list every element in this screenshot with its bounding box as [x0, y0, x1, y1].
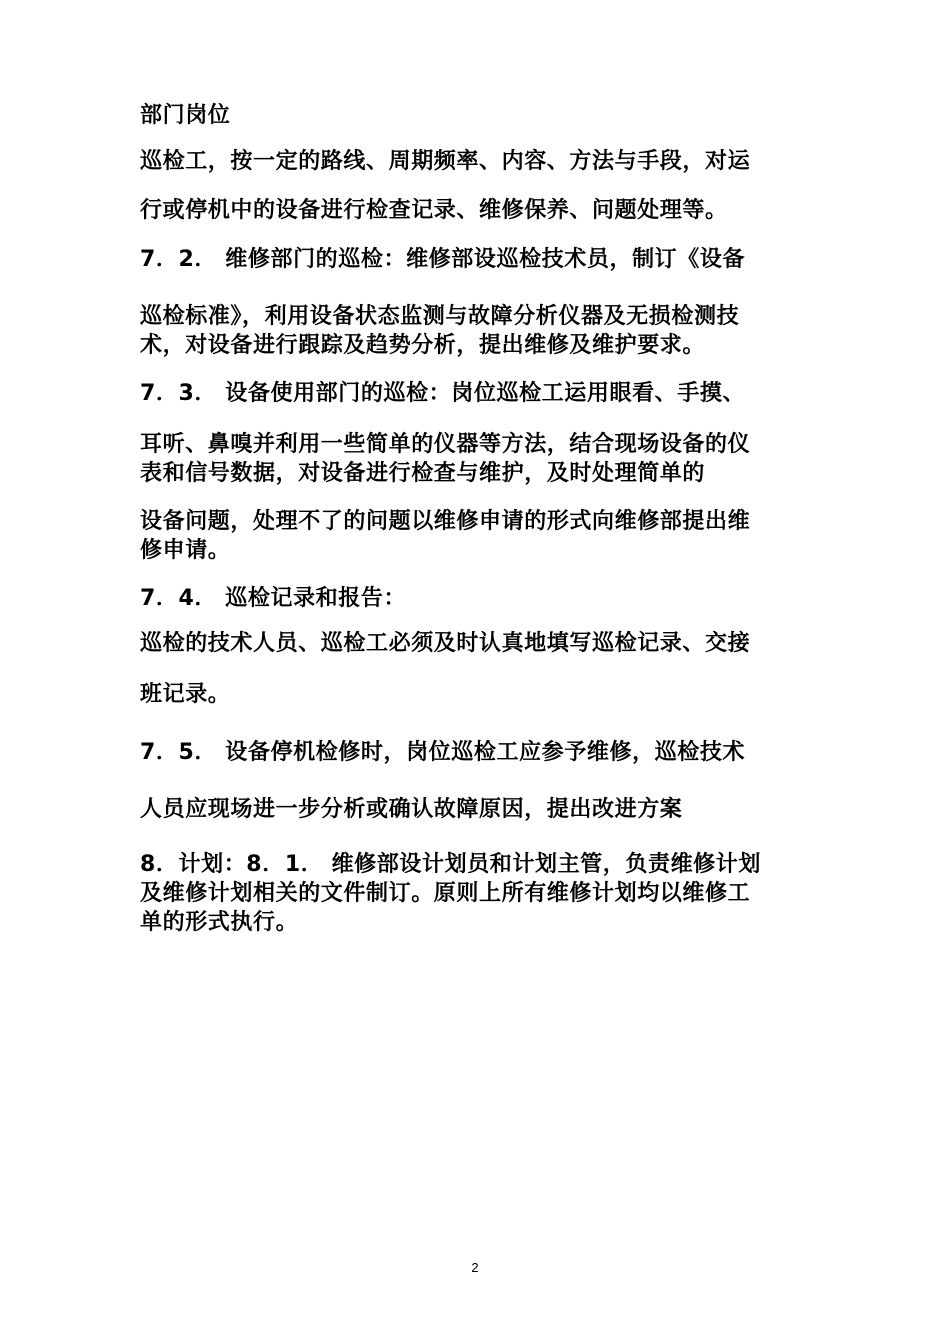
- text-line: 人员应现场进一步分析或确认故障原因，提出改进方案: [140, 797, 683, 822]
- text-line: 行或停机中的设备进行检查记录、维修保养、问题处理等。: [140, 198, 728, 223]
- text-line: 术，对设备进行跟踪及趋势分析，提出维修及维护要求。: [140, 333, 706, 358]
- text-line: 7．3． 设备使用部门的巡检：岗位巡检工运用眼看、手摸、: [140, 381, 746, 406]
- page-number: 2: [471, 1260, 479, 1275]
- text-line: 部门岗位: [140, 103, 231, 128]
- text-line: 8．计划：8．1． 维修部设计划员和计划主管，负责维修计划: [140, 852, 761, 877]
- text-line: 巡检工，按一定的路线、周期频率、内容、方法与手段，对运: [140, 149, 751, 174]
- text-line: 巡检标准》，利用设备状态监测与故障分析仪器及无损检测技: [140, 304, 740, 329]
- text-line: 修申请。: [140, 538, 231, 563]
- text-line: 耳听、鼻嗅并利用一些简单的仪器等方法，结合现场设备的仪: [140, 432, 751, 457]
- text-line: 设备问题，处理不了的问题以维修申请的形式向维修部提出维: [140, 509, 751, 534]
- text-line: 7．2． 维修部门的巡检：维修部设巡检技术员，制订《设备: [140, 247, 746, 272]
- text-line: 班记录。: [140, 682, 231, 707]
- text-line: 7．4． 巡检记录和报告：: [140, 586, 407, 611]
- text-line: 表和信号数据，对设备进行检查与维护，及时处理简单的: [140, 461, 706, 486]
- text-line: 单的形式执行。: [140, 910, 299, 935]
- text-line: 巡检的技术人员、巡检工必须及时认真地填写巡检记录、交接: [140, 631, 751, 656]
- text-line: 及维修计划相关的文件制订。原则上所有维修计划均以维修工: [140, 881, 751, 906]
- text-line: 7．5． 设备停机检修时，岗位巡检工应参予维修，巡检技术: [140, 740, 746, 765]
